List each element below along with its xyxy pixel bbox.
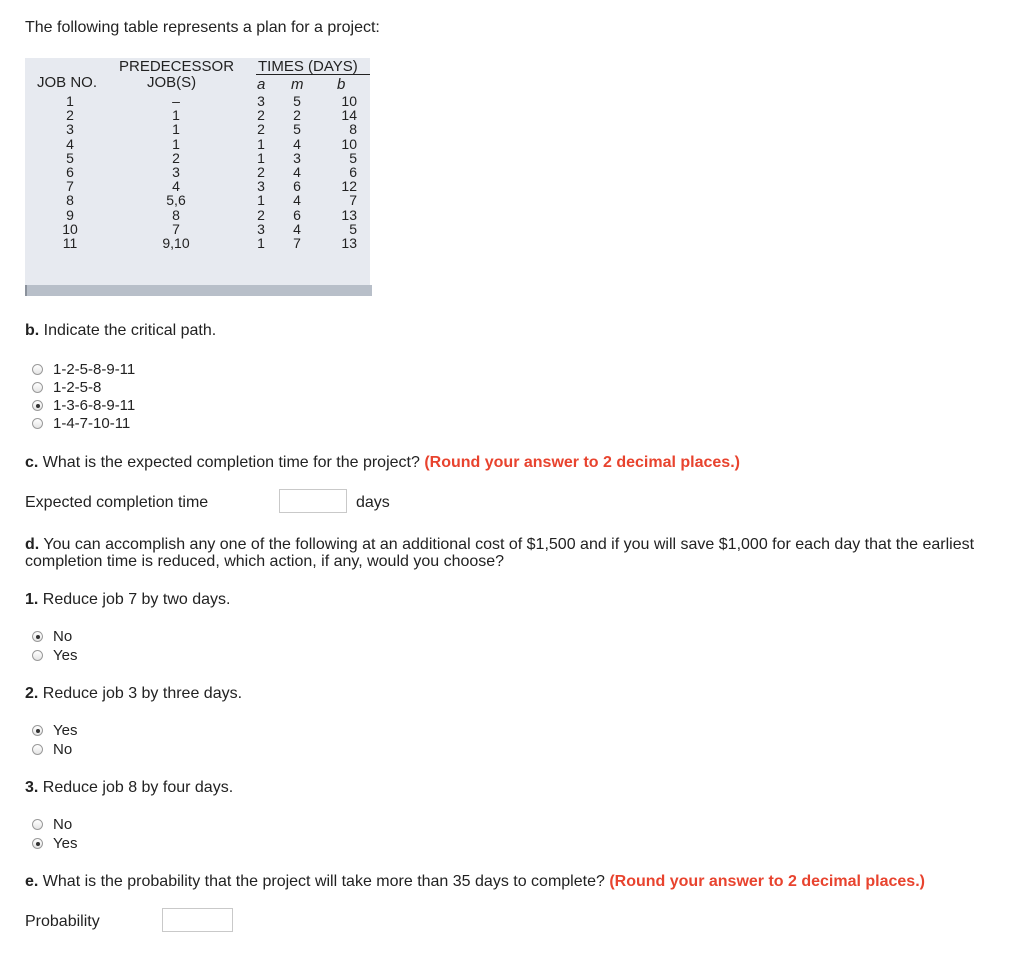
m-time-cell: 4 (293, 135, 301, 152)
header-predecessor: PREDECESSOR (119, 58, 235, 75)
m-time-cell: 2 (293, 107, 301, 124)
subquestion-1 (25, 591, 230, 609)
b-time-cell: 12 (341, 178, 357, 195)
b-column (327, 94, 357, 250)
predecessor-cell: 3 (172, 163, 180, 180)
subquestion-1-num: 1. (25, 591, 39, 608)
radio-selected-icon[interactable] (32, 631, 43, 642)
m-time-cell: 6 (293, 178, 301, 195)
sub1-option-no[interactable] (32, 628, 72, 645)
option-label: No (53, 628, 73, 645)
b-time-cell: 6 (349, 163, 357, 180)
m-column (287, 94, 307, 250)
m-time-cell: 3 (293, 149, 301, 166)
predecessor-cell: – (172, 93, 180, 109)
job-number-cell: 10 (62, 220, 78, 237)
predecessor-cell: 7 (172, 220, 180, 237)
header-a: a (257, 76, 266, 93)
b-time-cell: 13 (341, 234, 357, 251)
subquestion-3-num: 3. (25, 779, 39, 796)
job-number-cell: 6 (66, 163, 74, 180)
header-job-no: JOB NO. (37, 74, 98, 91)
job-number-cell: 1 (66, 93, 74, 109)
job-number-cell: 2 (66, 107, 74, 124)
critical-path-option[interactable] (32, 415, 130, 432)
a-time-cell: 1 (257, 192, 265, 209)
completion-time-label: Expected completion time (25, 494, 209, 511)
m-time-cell: 4 (293, 220, 301, 237)
radio-icon[interactable] (32, 364, 43, 375)
job-number-cell: 5 (66, 149, 74, 166)
a-time-cell: 1 (257, 149, 265, 166)
header-b: b (337, 76, 346, 93)
question-d-label: d. (25, 536, 40, 553)
radio-selected-icon[interactable] (32, 725, 43, 736)
job-column (35, 94, 105, 250)
option-label: Yes (53, 835, 78, 852)
m-time-cell: 7 (293, 234, 301, 251)
subquestion-3 (25, 779, 233, 797)
sub3-option-yes[interactable] (32, 835, 77, 852)
intro-text: The following table represents a plan for a project: (25, 19, 380, 36)
question-b-text: Indicate the critical path. (43, 322, 217, 339)
predecessor-cell: 9,10 (162, 234, 190, 251)
job-number-cell: 9 (66, 206, 74, 223)
radio-icon[interactable] (32, 418, 43, 429)
sub2-option-no[interactable] (32, 741, 72, 758)
sub1-option-yes[interactable] (32, 647, 77, 664)
option-label: 1-4-7-10-11 (53, 415, 131, 432)
a-time-cell: 2 (257, 121, 265, 138)
question-b-label: b. (25, 322, 40, 339)
radio-icon[interactable] (32, 819, 43, 830)
question-e-text: What is the probability that the project will take more than 35 days to complete? (42, 873, 605, 890)
radio-icon[interactable] (32, 650, 43, 661)
predecessor-cell: 1 (172, 135, 180, 152)
b-time-cell: 7 (349, 192, 357, 209)
b-time-cell: 8 (349, 121, 357, 138)
b-time-cell: 10 (341, 135, 357, 152)
header-times: TIMES (DAYS) (258, 58, 358, 75)
job-number-cell: 11 (62, 234, 78, 251)
table-footer-bar (25, 285, 372, 296)
radio-icon[interactable] (32, 382, 43, 393)
a-time-cell: 1 (257, 234, 265, 251)
option-label: 1-3-6-8-9-11 (53, 397, 136, 414)
question-c (25, 454, 740, 472)
question-c-text: What is the expected completion time for the project? (42, 454, 420, 471)
job-number-cell: 7 (66, 178, 74, 195)
option-label: No (53, 741, 73, 758)
b-time-cell: 14 (341, 107, 357, 124)
a-time-cell: 3 (257, 178, 265, 195)
question-c-label: c. (25, 454, 39, 471)
predecessor-cell: 5,6 (166, 192, 186, 209)
subquestion-2 (25, 685, 242, 703)
question-c-hint: (Round your answer to 2 decimal places.) (424, 454, 740, 471)
completion-time-input[interactable] (279, 489, 347, 513)
m-time-cell: 5 (293, 93, 301, 109)
a-column (251, 94, 271, 250)
m-time-cell: 6 (293, 206, 301, 223)
a-time-cell: 1 (257, 135, 265, 152)
question-e-hint: (Round your answer to 2 decimal places.) (609, 873, 925, 890)
b-time-cell: 5 (349, 149, 357, 166)
radio-selected-icon[interactable] (32, 400, 43, 411)
job-number-cell: 4 (66, 135, 74, 152)
m-time-cell: 4 (293, 163, 301, 180)
subquestion-1-text: Reduce job 7 by two days. (42, 591, 231, 608)
critical-path-option[interactable] (32, 361, 135, 378)
subquestion-3-text: Reduce job 8 by four days. (42, 779, 234, 796)
a-time-cell: 2 (257, 163, 265, 180)
question-e (25, 873, 925, 891)
project-table (25, 58, 370, 296)
header-m: m (291, 76, 304, 93)
probability-label: Probability (25, 913, 100, 930)
job-number-cell: 8 (66, 192, 74, 209)
times-underline (256, 74, 370, 75)
option-label: 1-2-5-8-9-11 (53, 361, 136, 378)
probability-input[interactable] (162, 908, 233, 932)
option-label: Yes (53, 647, 78, 664)
a-time-cell: 3 (257, 220, 265, 237)
predecessor-column (136, 94, 216, 250)
radio-selected-icon[interactable] (32, 838, 43, 849)
header-predecessor-jobs: JOB(S) (147, 74, 197, 91)
question-e-label: e. (25, 873, 39, 890)
sub3-option-no[interactable] (32, 816, 72, 833)
question-b (25, 322, 216, 340)
critical-path-option[interactable] (32, 379, 101, 396)
option-label: 1-2-5-8 (53, 379, 102, 396)
predecessor-cell: 1 (172, 107, 180, 124)
predecessor-cell: 2 (172, 149, 180, 166)
sub2-option-yes[interactable] (32, 722, 77, 739)
a-time-cell: 2 (257, 206, 265, 223)
b-time-cell: 13 (341, 206, 357, 223)
job-number-cell: 3 (66, 121, 74, 138)
option-label: Yes (53, 722, 78, 739)
radio-icon[interactable] (32, 744, 43, 755)
question-d (25, 536, 1000, 570)
subquestion-2-text: Reduce job 3 by three days. (42, 685, 243, 702)
predecessor-cell: 1 (172, 121, 180, 138)
critical-path-option[interactable] (32, 397, 135, 414)
option-label: No (53, 816, 73, 833)
m-time-cell: 5 (293, 121, 301, 138)
b-time-cell: 5 (349, 220, 357, 237)
predecessor-cell: 8 (172, 206, 180, 223)
b-time-cell: 10 (341, 93, 357, 109)
m-time-cell: 4 (293, 192, 301, 209)
completion-time-unit: days (356, 494, 390, 511)
a-time-cell: 3 (257, 93, 265, 109)
a-time-cell: 2 (257, 107, 265, 124)
question-d-text: You can accomplish any one of the following at an additional cost of $1,500 and if you will save $1,000 for each day that the earliest completion time is reduced, which action, if any, would you choose? (25, 536, 975, 570)
predecessor-cell: 4 (172, 178, 180, 195)
subquestion-2-num: 2. (25, 685, 39, 702)
